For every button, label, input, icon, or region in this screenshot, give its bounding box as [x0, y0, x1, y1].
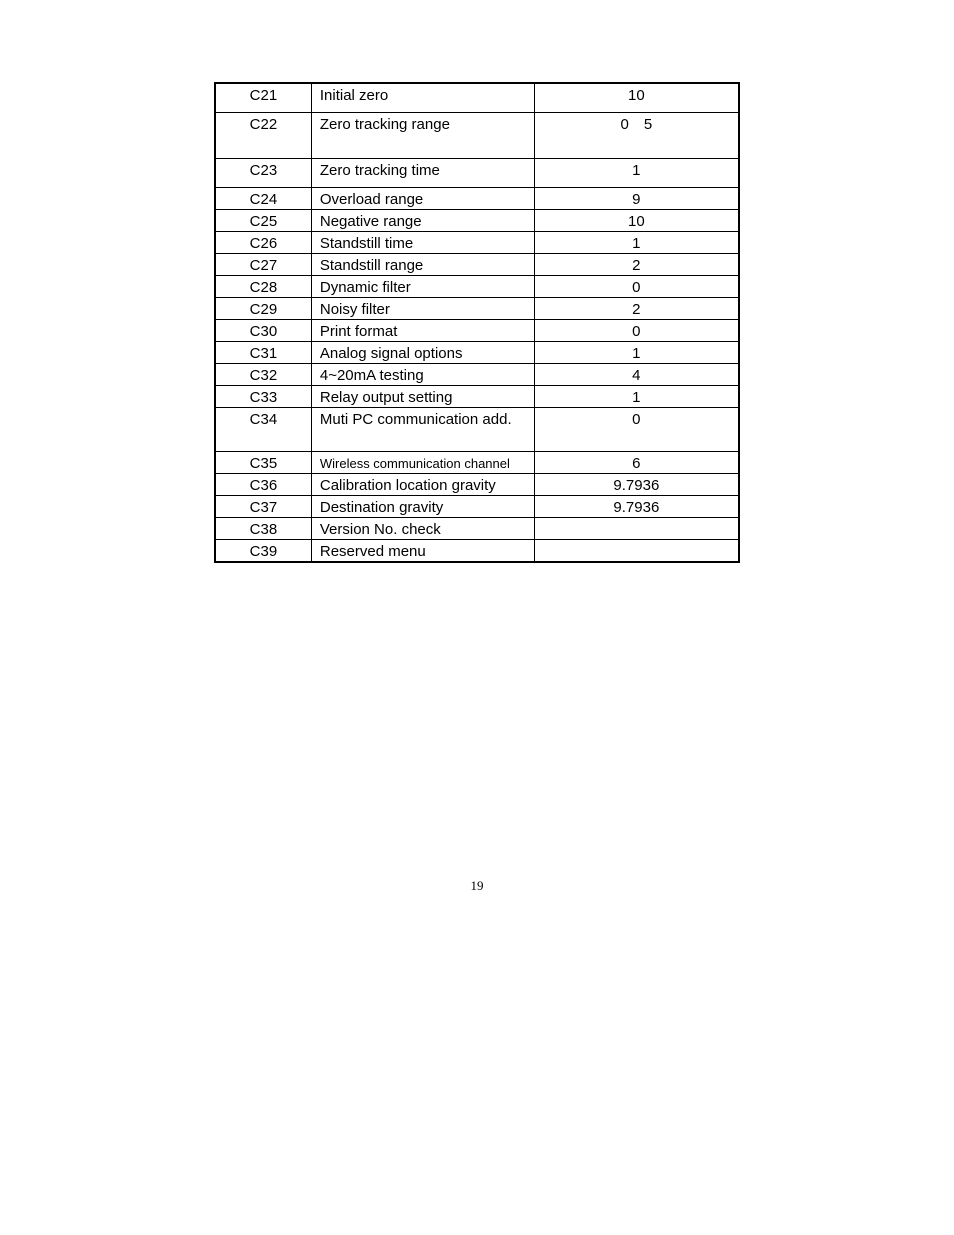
parameter-code: C29: [215, 297, 311, 319]
parameter-value: 0: [534, 275, 739, 297]
parameter-value: 6: [534, 451, 739, 473]
parameter-code: C38: [215, 517, 311, 539]
parameter-value: 1: [534, 158, 739, 187]
parameter-value: 4: [534, 363, 739, 385]
table-row: [215, 473, 739, 495]
parameter-name: Standstill range: [311, 253, 534, 275]
parameter-code: C25: [215, 209, 311, 231]
parameter-value: 0: [534, 319, 739, 341]
parameter-value: 9: [534, 187, 739, 209]
parameter-name: Calibration location gravity: [311, 473, 534, 495]
table-row: [215, 319, 739, 341]
parameter-code: C35: [215, 451, 311, 473]
parameter-code: C28: [215, 275, 311, 297]
table-row: [215, 83, 739, 112]
table-row: [215, 407, 739, 451]
parameter-name: Muti PC communication add.: [311, 407, 534, 451]
parameter-code: C34: [215, 407, 311, 451]
parameter-code: C36: [215, 473, 311, 495]
table-row: [215, 297, 739, 319]
parameter-code: C26: [215, 231, 311, 253]
parameter-name: Noisy filter: [311, 297, 534, 319]
parameter-name: Dynamic filter: [311, 275, 534, 297]
parameter-name: Analog signal options: [311, 341, 534, 363]
parameter-name: Reserved menu: [311, 539, 534, 562]
table-row: [215, 451, 739, 473]
parameter-name: Zero tracking range: [311, 112, 534, 158]
table-row: [215, 158, 739, 187]
parameter-code: C32: [215, 363, 311, 385]
parameter-name: Relay output setting: [311, 385, 534, 407]
parameter-value: 9.7936: [534, 473, 739, 495]
parameter-name: Overload range: [311, 187, 534, 209]
parameter-name: Initial zero: [311, 83, 534, 112]
parameter-code: C31: [215, 341, 311, 363]
parameter-name: Wireless communication channel: [311, 451, 534, 473]
parameter-name: Negative range: [311, 209, 534, 231]
table-row: [215, 187, 739, 209]
parameter-value: 9.7936: [534, 495, 739, 517]
parameter-value: 2: [534, 297, 739, 319]
table-row: [215, 231, 739, 253]
parameter-code: C37: [215, 495, 311, 517]
parameter-value: 10: [534, 209, 739, 231]
parameter-value: 1: [534, 341, 739, 363]
parameter-table: [214, 82, 740, 563]
parameter-value: 2: [534, 253, 739, 275]
table-row: [215, 209, 739, 231]
parameter-value: 1: [534, 385, 739, 407]
table-row: [215, 385, 739, 407]
parameter-code: C22: [215, 112, 311, 158]
parameter-value: 1: [534, 231, 739, 253]
parameter-code: C39: [215, 539, 311, 562]
parameter-value: 0: [534, 407, 739, 451]
parameter-code: C23: [215, 158, 311, 187]
parameter-name: Standstill time: [311, 231, 534, 253]
parameter-value: [534, 539, 739, 562]
parameter-value: 10: [534, 83, 739, 112]
table-row: [215, 517, 739, 539]
parameter-name: Print format: [311, 319, 534, 341]
table-row: [215, 539, 739, 562]
table-row: [215, 253, 739, 275]
parameter-name: 4~20mA testing: [311, 363, 534, 385]
parameter-code: C27: [215, 253, 311, 275]
table-row: [215, 495, 739, 517]
table-row: [215, 275, 739, 297]
parameter-code: C21: [215, 83, 311, 112]
parameter-name: Version No. check: [311, 517, 534, 539]
parameter-name: Destination gravity: [311, 495, 534, 517]
parameter-value: 0 5: [534, 112, 739, 158]
table-row: [215, 363, 739, 385]
page-number: 19: [470, 878, 484, 893]
parameter-code: C30: [215, 319, 311, 341]
parameter-code: C24: [215, 187, 311, 209]
parameter-code: C33: [215, 385, 311, 407]
table-row: [215, 112, 739, 158]
parameter-value: [534, 517, 739, 539]
table-row: [215, 341, 739, 363]
parameter-name: Zero tracking time: [311, 158, 534, 187]
